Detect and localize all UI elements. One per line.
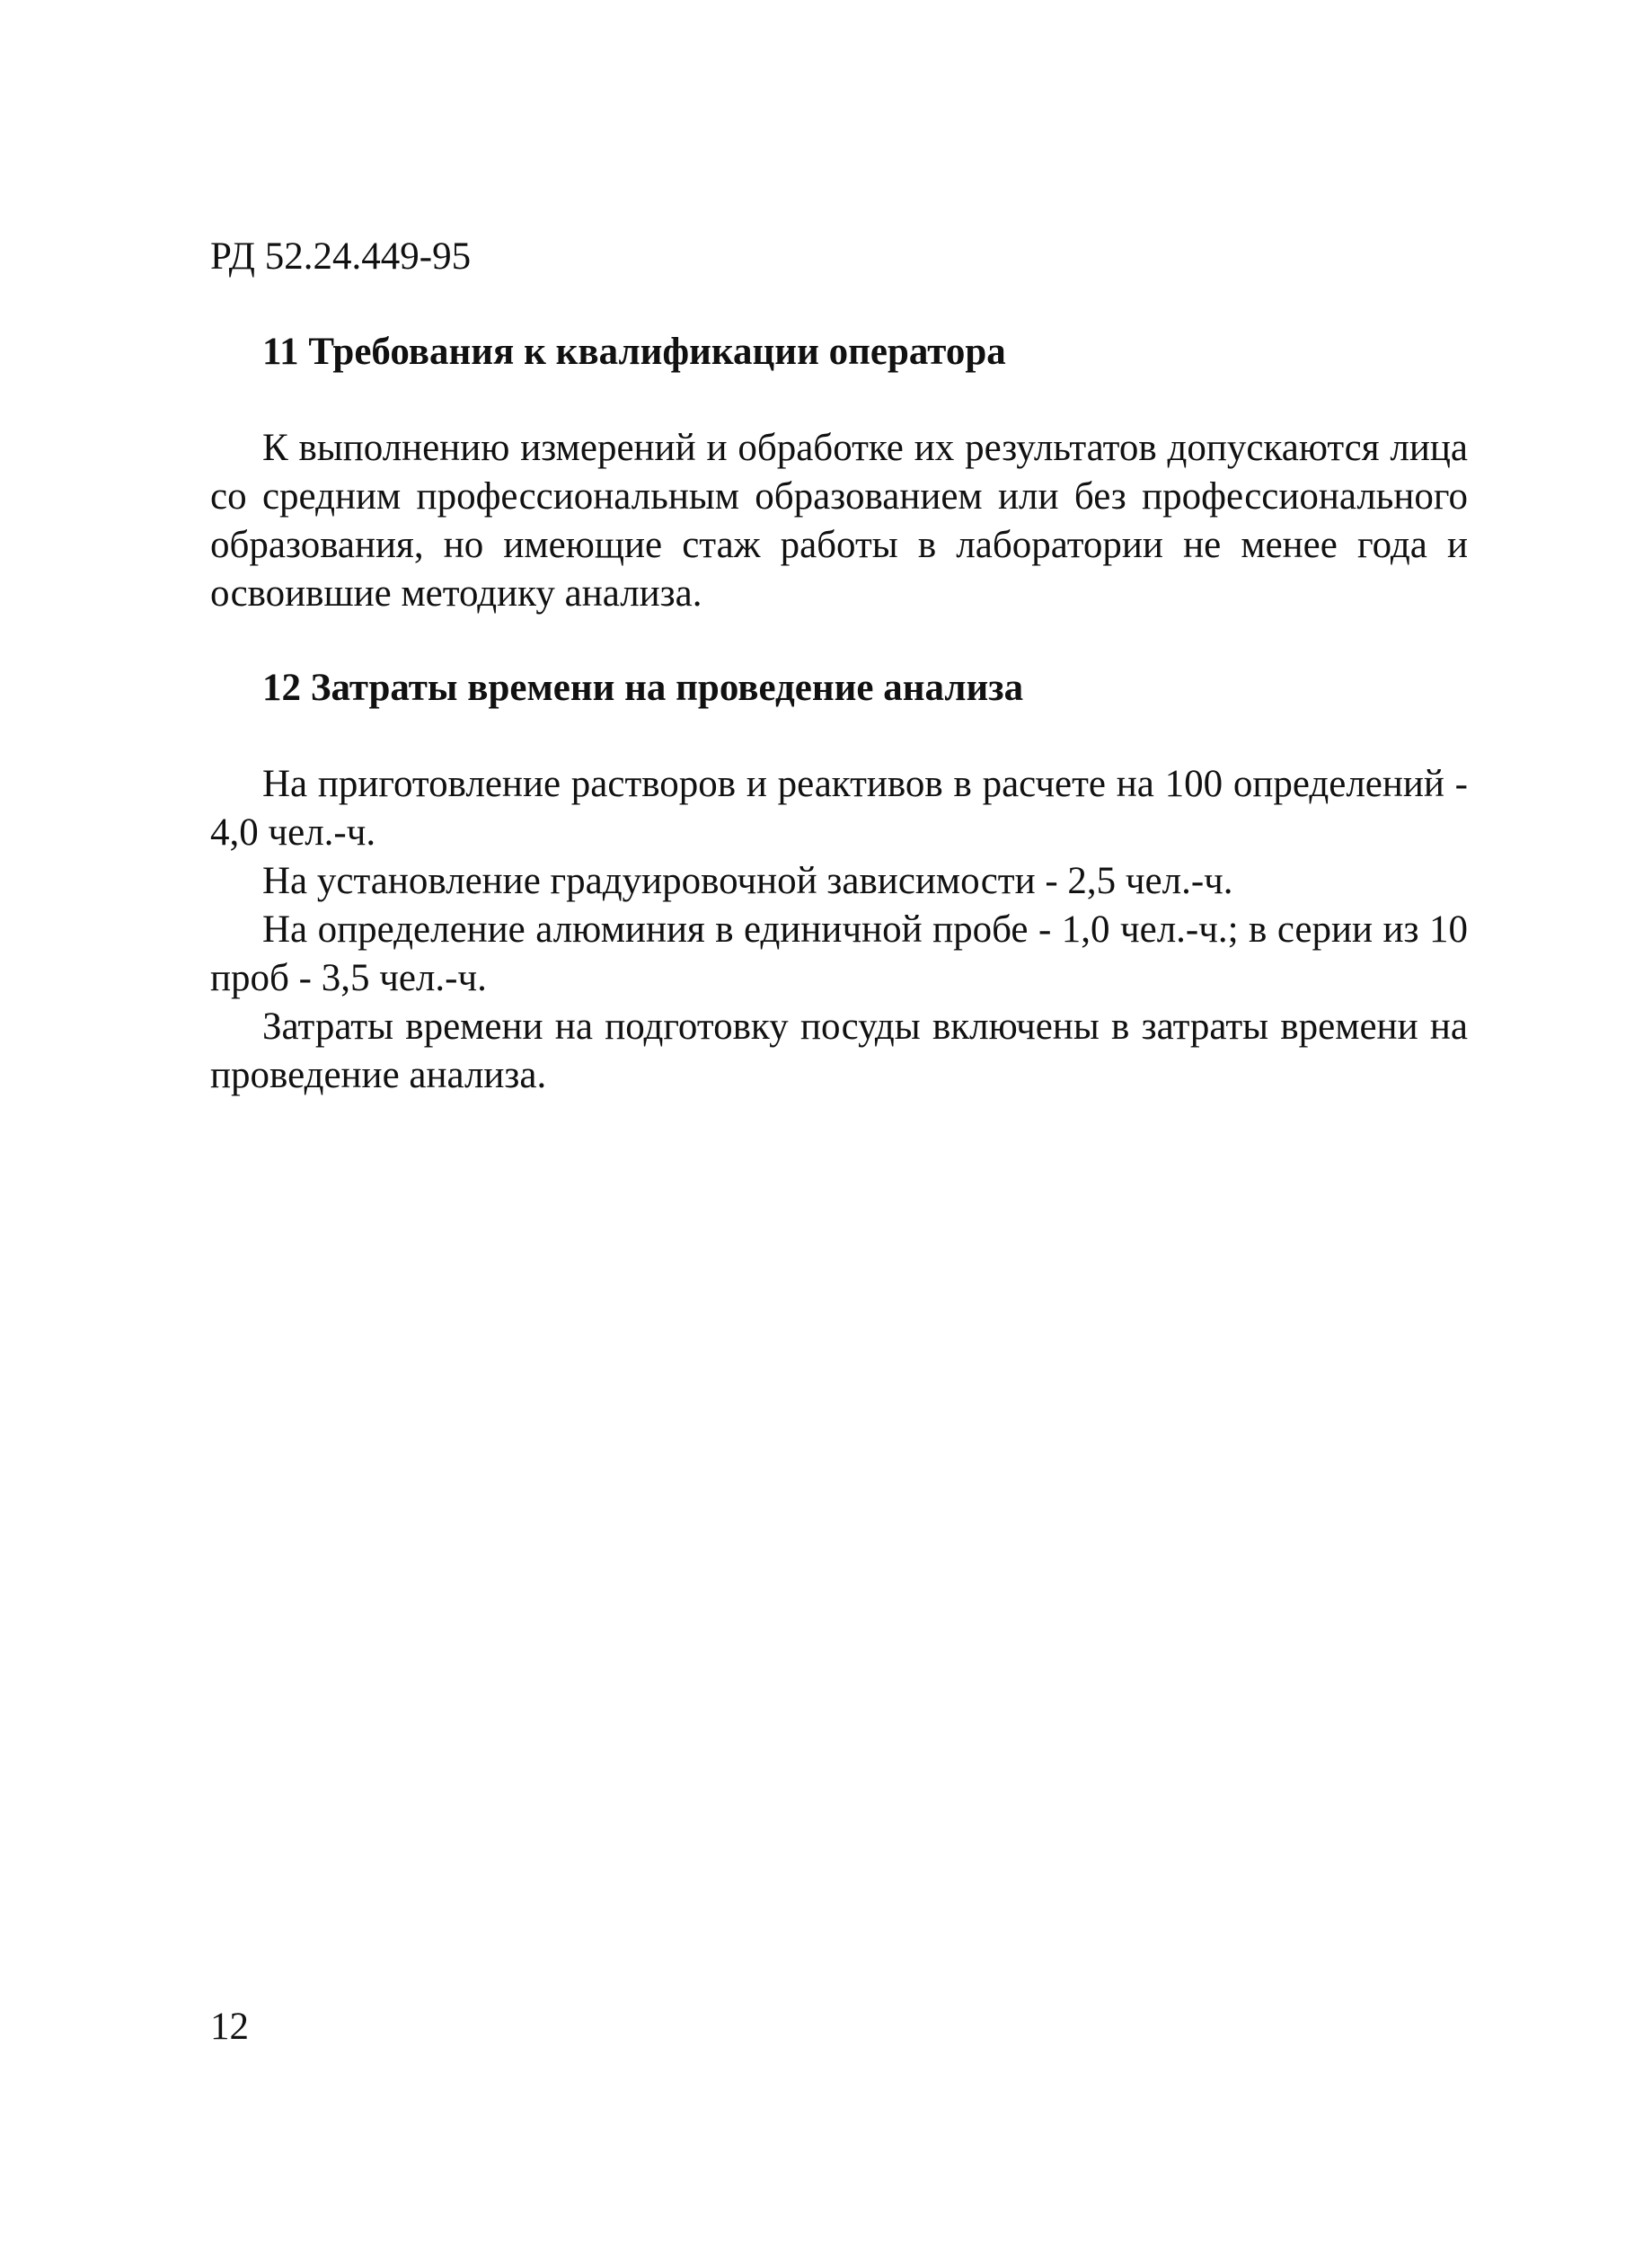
section-12-paragraph-prep: На приготовление растворов и реактивов в расчете на 100 определений - 4,0 чел.-ч.: [210, 763, 1468, 854]
section-11-paragraph: К выполнению измерений и обработке их результатов допускаются лица со средним профессиональным образованием или без профессионального образования, но имеющие стаж работы в лаборатории не менее года и освоившие методику анализа.: [210, 427, 1468, 615]
section-12-body: [210, 760, 1468, 1100]
section-12-heading: 12 Затраты времени на проведение анализа: [262, 667, 1024, 709]
section-11-heading: 11 Требования к квалификации оператора: [262, 331, 1006, 373]
section-12-paragraph-glassware: Затраты времени на подготовку посуды включены в затраты времени на проведение анализа.: [210, 1006, 1468, 1096]
section-11-body: [210, 424, 1468, 618]
section-12-paragraph-determination: На определение алюминия в единичной пробе - 1,0 чел.-ч.; в серии из 10 проб - 3,5 чел.-ч.: [210, 908, 1468, 999]
page-number: 12: [210, 2006, 249, 2048]
section-12-paragraph-calibration: На установление градуировочной зависимости - 2,5 чел.-ч.: [262, 860, 1233, 902]
document-code: РД 52.24.449-95: [210, 235, 472, 278]
